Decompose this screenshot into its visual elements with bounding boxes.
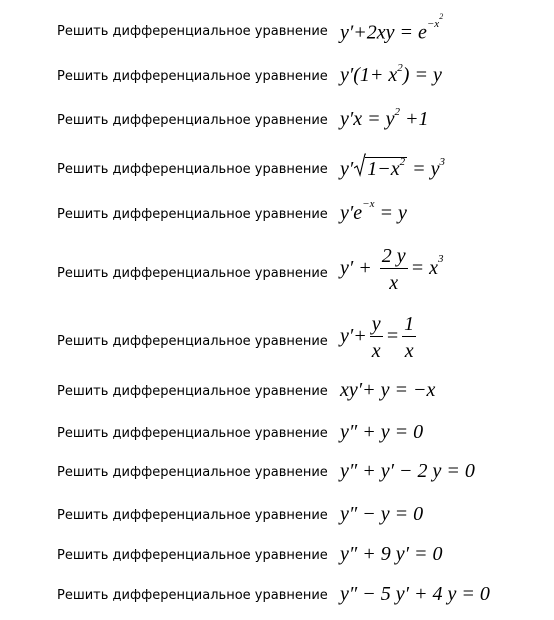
fraction: $\frac{2 y}{x}$ [381,245,406,294]
task-label: Решить дифференциальное уравнение [57,465,328,480]
equation-12: y″ + 9 y′ = 0 [340,543,443,565]
equation-10: y″ + y′ − 2 y = 0 [340,460,475,482]
task-label: Решить дифференциальное уравнение [57,508,328,523]
task-label: Решить дифференциальное уравнение [57,334,328,349]
equation-4: y′ $1-x^2 = y^3$ [340,157,445,179]
fraction-right: $\frac{1}{x}$ [404,313,415,362]
equation-1 [340,12,444,44]
equation-1-exponent: −x2 [426,12,444,30]
task-label: Решить дифференциальное уравнение [57,266,328,281]
equation-13: y″ − 5 y′ + 4 y = 0 [340,583,490,605]
task-label: Решить дифференциальное уравнение [57,548,328,563]
equation-1-lhs: y′+2xy = e [340,21,427,44]
square-root: $1-x^2$ [354,157,407,179]
fraction-left: $\frac{y}{x}$ [371,313,381,362]
radical-sign-icon [354,153,366,177]
equation-11: y″ − y = 0 [340,503,424,525]
equation-5: $y'e^{-x} = y$ [340,198,407,224]
task-label: Решить дифференциальное уравнение [57,113,328,128]
task-label: Решить дифференциальное уравнение [57,24,328,39]
task-label: Решить дифференциальное уравнение [57,69,328,84]
task-label: Решить дифференциальное уравнение [57,162,328,177]
task-label: Решить дифференциальное уравнение [57,426,328,441]
equation-7: y′+ $\frac{y}{x}$ = $\frac{1}{x}$ [340,313,415,362]
equation-2: $y'(1+ x^2) = y$ [340,62,442,86]
task-label: Решить дифференциальное уравнение [57,588,328,603]
equation-6: y′ + $\frac{2 y}{x}$ = $x^3$ [340,245,444,294]
equation-9: y″ + y = 0 [340,421,424,443]
equation-8: xy′+ y = −x [340,379,436,401]
equation-3: $y'x = y^2 +1$ [340,106,429,130]
task-label: Решить дифференциальное уравнение [57,207,328,222]
task-label: Решить дифференциальное уравнение [57,384,328,399]
